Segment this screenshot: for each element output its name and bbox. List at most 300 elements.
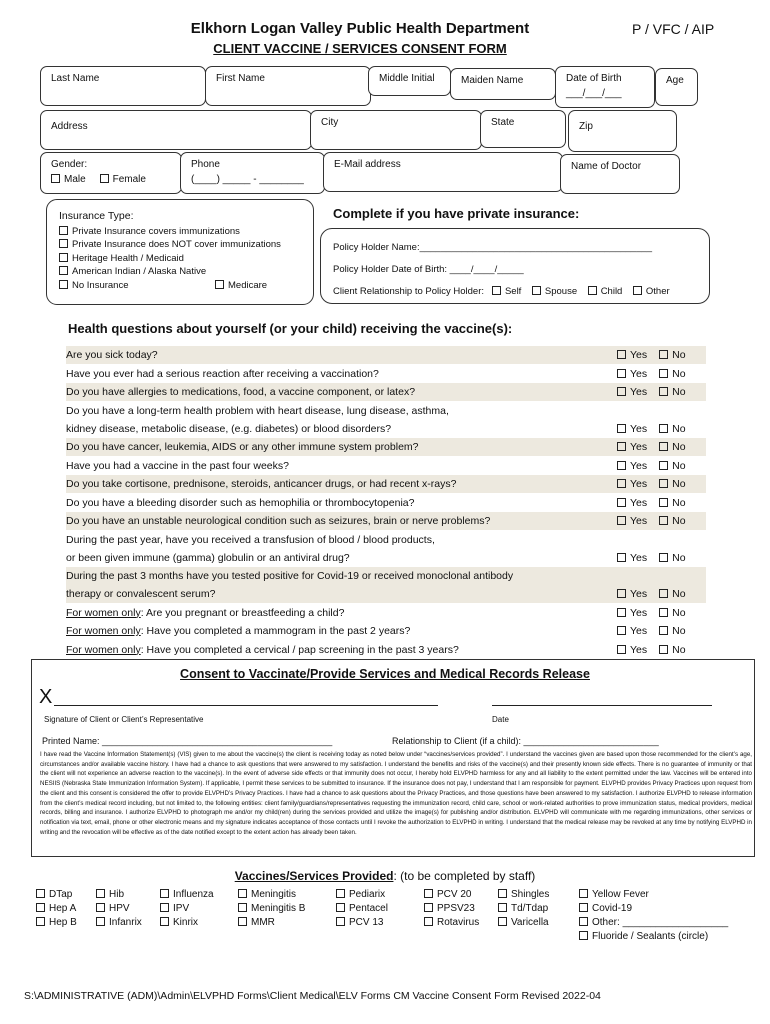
checkbox-icon[interactable] (96, 903, 105, 912)
middle-initial-field[interactable] (368, 66, 451, 96)
checkbox-icon[interactable] (659, 553, 668, 562)
vaccine-column (498, 888, 549, 930)
address-label: Address (51, 121, 88, 132)
no-option[interactable] (659, 625, 685, 637)
no-label: No (672, 459, 686, 472)
checkbox-icon[interactable] (238, 889, 247, 898)
relationship-label: Client Relationship to Policy Holder: (333, 286, 485, 297)
vaccine-option[interactable] (424, 916, 479, 930)
first-name-label: First Name (216, 73, 265, 84)
policy-holder-dob[interactable]: Policy Holder Date of Birth: ____/____/_____ (333, 264, 524, 275)
checkbox-icon[interactable] (617, 387, 626, 396)
checkbox-icon[interactable] (498, 917, 507, 926)
question-text (66, 494, 706, 512)
vaccine-option[interactable] (36, 902, 77, 916)
phone-field[interactable] (180, 152, 325, 194)
email-field[interactable] (323, 152, 563, 192)
yes-option[interactable] (617, 497, 647, 509)
question-text (66, 641, 706, 659)
vaccine-label: Td/Tdap (511, 903, 549, 914)
question-line: During the past 3 months have you tested positive for Covid-19 or received monoclonal antibody (66, 570, 514, 582)
insurance-option[interactable] (59, 265, 301, 279)
no-label: No (672, 643, 686, 656)
yes-label: Yes (630, 551, 648, 564)
yes-option[interactable] (617, 515, 647, 527)
no-label: No (672, 478, 686, 490)
phone-blank: (____) _____ - ________ (191, 174, 304, 185)
yes-option[interactable] (617, 607, 647, 619)
date-label: Date (492, 715, 509, 724)
yes-no-answer (617, 383, 686, 401)
checkbox-icon[interactable] (579, 931, 588, 940)
email-label: E-Mail address (334, 159, 401, 170)
yes-no-answer (617, 622, 686, 640)
checkbox-icon[interactable] (160, 903, 169, 912)
maiden-name-label: Maiden Name (461, 75, 524, 86)
question-text (66, 365, 706, 383)
yes-option[interactable] (617, 644, 647, 656)
no-label: No (672, 386, 686, 398)
vaccine-option[interactable] (160, 902, 214, 916)
no-option[interactable] (659, 607, 685, 619)
question-line: Do you have cancer, leukemia, AIDS or any other immune system problem? (66, 441, 419, 453)
checkbox-icon[interactable] (336, 889, 345, 898)
gender-options (51, 174, 171, 185)
question-line: During the past year, have you received a transfusion of blood / blood products, (66, 533, 435, 546)
question-text (66, 604, 706, 622)
doctor-field[interactable] (560, 154, 680, 194)
vaccine-column (36, 888, 77, 930)
yes-label: Yes (630, 478, 648, 490)
no-option[interactable] (659, 423, 685, 435)
yes-no-answer (617, 420, 686, 438)
vaccine-label: Pentacel (349, 903, 388, 914)
address-field[interactable] (40, 110, 312, 150)
checkbox-icon[interactable] (659, 608, 668, 617)
vaccine-label: Fluoride / Sealants (circle) (592, 931, 709, 942)
question-text (66, 438, 706, 456)
vaccine-option[interactable] (96, 916, 142, 930)
checkbox-icon[interactable] (498, 889, 507, 898)
no-option[interactable] (659, 588, 685, 600)
checkbox-icon[interactable] (659, 387, 668, 396)
middle-initial-label: Middle Initial (379, 73, 435, 84)
vaccine-option[interactable] (336, 902, 388, 916)
insurance-header: Insurance Type: (59, 210, 134, 222)
vaccine-label: Varicella (511, 917, 549, 928)
gender-label: Gender: (51, 159, 88, 170)
checkbox-icon[interactable] (617, 442, 626, 451)
checkbox-icon[interactable] (59, 266, 68, 275)
checkbox-icon[interactable] (579, 889, 588, 898)
yes-no-answer (617, 585, 686, 603)
checkbox-icon[interactable] (617, 516, 626, 525)
rel-child: Child (600, 286, 623, 297)
vaccine-label: Other: ___________________ (592, 917, 729, 928)
maiden-name-field[interactable] (450, 68, 556, 100)
no-label: No (672, 515, 686, 527)
checkbox-icon[interactable] (659, 626, 668, 635)
health-question-row (66, 494, 706, 512)
vaccine-option[interactable] (160, 888, 214, 902)
age-label: Age (666, 75, 684, 86)
vaccine-label: Hep B (49, 917, 77, 928)
no-label: No (672, 588, 686, 600)
yes-label: Yes (630, 422, 648, 435)
yes-no-answer (617, 604, 686, 622)
medicare-label: Medicare (228, 279, 268, 291)
vaccine-option[interactable] (579, 916, 728, 930)
health-question-row (66, 457, 706, 475)
checkbox-icon[interactable] (617, 461, 626, 470)
yes-option[interactable] (617, 460, 647, 472)
vaccine-label: MMR (251, 917, 275, 928)
health-question-row (66, 622, 706, 640)
yes-no-answer (617, 475, 686, 493)
insurance-option-label: American Indian / Alaska Native (72, 266, 207, 277)
checkbox-icon[interactable] (617, 589, 626, 598)
vaccine-option[interactable] (238, 902, 305, 916)
yes-no-answer (617, 438, 686, 456)
yes-label: Yes (630, 606, 648, 619)
yes-no-answer (617, 512, 686, 530)
checkbox-icon[interactable] (659, 442, 668, 451)
yes-option[interactable] (617, 441, 647, 453)
vaccine-option[interactable] (36, 888, 77, 902)
vaccine-label: Rotavirus (437, 917, 480, 928)
printed-name-field[interactable]: Printed Name: ______________________________________________ (42, 736, 333, 746)
yes-label: Yes (630, 459, 648, 472)
yes-option[interactable] (617, 478, 647, 490)
policy-holder-name[interactable]: Policy Holder Name:____________________________________________ (333, 242, 653, 253)
yes-label: Yes (630, 386, 648, 398)
private-insurance-box (320, 228, 710, 304)
women-only-label: For women only (66, 606, 141, 619)
checkbox-icon[interactable] (59, 253, 68, 262)
vaccine-option[interactable] (498, 888, 549, 902)
vaccine-option[interactable] (36, 916, 77, 930)
question-line: Do you have a long-term health problem with heart disease, lung disease, asthma, (66, 404, 449, 417)
insurance-option-label: Private Insurance does NOT cover immunizations (72, 239, 281, 250)
question-line: or been given immune (gamma) globulin or an antiviral drug? (66, 551, 350, 564)
checkbox-icon[interactable] (96, 889, 105, 898)
vaccine-label: Influenza (173, 889, 214, 900)
insurance-option-label: Heritage Health / Medicaid (72, 252, 184, 264)
yes-no-answer (617, 494, 686, 512)
vaccine-column (96, 888, 142, 930)
checkbox-icon[interactable] (498, 903, 507, 912)
last-name-field[interactable] (40, 66, 206, 106)
no-label: No (672, 422, 686, 435)
zip-field[interactable] (568, 110, 677, 152)
health-question-row (66, 438, 706, 456)
yes-label: Yes (630, 625, 648, 637)
yes-label: Yes (630, 367, 648, 380)
medicare-option[interactable] (215, 279, 267, 293)
no-label: No (672, 496, 686, 509)
vaccine-label: PCV 13 (349, 917, 384, 928)
vaccine-option[interactable] (336, 916, 388, 930)
checkbox-icon[interactable] (617, 645, 626, 654)
checkbox-icon[interactable] (160, 917, 169, 926)
checkbox-icon[interactable] (588, 286, 597, 295)
checkbox-icon[interactable] (579, 917, 588, 926)
male-checkbox[interactable] (51, 174, 60, 183)
no-option[interactable] (659, 478, 685, 490)
vaccine-label: DTap (49, 889, 73, 900)
checkbox-icon[interactable] (36, 903, 45, 912)
vaccine-option[interactable] (579, 902, 728, 916)
male-label: Male (64, 174, 86, 185)
question-line: Do you have allergies to medications, food, a vaccine component, or latex? (66, 386, 416, 398)
vaccine-label: Shingles (511, 889, 550, 900)
insurance-option-label: No Insurance (72, 279, 129, 291)
vaccine-option[interactable] (336, 888, 388, 902)
vaccine-label: Meningitis B (251, 903, 306, 914)
question-text (66, 622, 706, 640)
rel-other: Other (645, 286, 670, 297)
vaccine-option[interactable] (96, 902, 142, 916)
vaccine-option[interactable] (96, 888, 142, 902)
vaccine-label: Pediarix (349, 889, 386, 900)
checkbox-icon[interactable] (424, 903, 433, 912)
state-field[interactable] (480, 110, 566, 148)
question-text (66, 567, 706, 585)
state-label: State (491, 117, 515, 128)
vaccine-option[interactable] (424, 888, 479, 902)
question-line: : Are you pregnant or breastfeeding a child? (140, 606, 345, 619)
insurance-option-label: Private Insurance covers immunizations (72, 225, 240, 237)
signature-x: X (39, 686, 53, 708)
checkbox-icon[interactable] (617, 608, 626, 617)
checkbox-icon[interactable] (633, 286, 642, 295)
checkbox-icon[interactable] (424, 917, 433, 926)
checkbox-icon[interactable] (659, 424, 668, 433)
health-question-row (66, 641, 706, 659)
private-insurance-title: Complete if you have private insurance: (333, 206, 580, 221)
consent-title: Consent to Vaccinate/Provide Services and Medical Records Release (180, 667, 590, 681)
checkbox-icon[interactable] (659, 369, 668, 378)
vaccine-option[interactable] (579, 930, 728, 944)
question-text (66, 531, 706, 549)
checkbox-icon[interactable] (579, 903, 588, 912)
yes-label: Yes (630, 349, 648, 361)
health-question-row (66, 402, 706, 438)
vaccine-option[interactable] (498, 902, 549, 916)
health-question-row (66, 512, 706, 530)
no-label: No (672, 441, 686, 453)
checkbox-icon[interactable] (617, 553, 626, 562)
no-option[interactable] (659, 644, 685, 656)
question-text (66, 383, 706, 401)
city-label: City (321, 117, 339, 128)
vaccine-label: Hib (109, 889, 125, 900)
women-only-label: For women only (66, 625, 141, 637)
vaccines-title-suffix: : (to be completed by staff) (393, 869, 536, 883)
vaccine-label: Infanrix (109, 917, 142, 928)
yes-label: Yes (630, 643, 648, 656)
yes-label: Yes (630, 496, 648, 509)
age-field[interactable] (655, 68, 698, 106)
yes-label: Yes (630, 515, 648, 527)
health-question-row (66, 383, 706, 401)
program-codes: P / VFC / AIP (632, 21, 715, 37)
no-option[interactable] (659, 386, 685, 398)
vaccine-column (424, 888, 479, 930)
checkbox-icon[interactable] (492, 286, 501, 295)
yes-option[interactable] (617, 588, 647, 600)
policy-relationship-row (333, 281, 697, 303)
vaccine-option[interactable] (579, 888, 728, 902)
yes-option[interactable] (617, 625, 647, 637)
question-line: Have you had a vaccine in the past four weeks? (66, 459, 289, 472)
dob-field[interactable] (555, 66, 655, 108)
no-option[interactable] (659, 515, 685, 527)
vaccine-column (238, 888, 305, 930)
yes-label: Yes (630, 588, 648, 600)
yes-no-answer (617, 365, 686, 383)
no-option[interactable] (659, 460, 685, 472)
first-name-field[interactable] (205, 66, 371, 106)
phone-label: Phone (191, 159, 220, 170)
checkbox-icon[interactable] (617, 350, 626, 359)
dob-label: Date of Birth (566, 73, 622, 84)
vaccine-column (336, 888, 388, 930)
vaccine-column (160, 888, 214, 930)
checkbox-icon[interactable] (659, 516, 668, 525)
vaccine-option[interactable] (238, 888, 305, 902)
rel-spouse: Spouse (544, 286, 578, 297)
health-question-row (66, 475, 706, 493)
checkbox-icon[interactable] (659, 461, 668, 470)
gender-field (40, 152, 182, 194)
insurance-option[interactable] (59, 279, 301, 293)
yes-option[interactable] (617, 552, 647, 564)
checkbox-icon[interactable] (36, 889, 45, 898)
health-question-row (66, 567, 706, 603)
checkbox-icon[interactable] (659, 589, 668, 598)
rel-self: Self (504, 286, 522, 297)
question-text (66, 512, 706, 530)
no-label: No (672, 606, 686, 619)
question-line: therapy or convalescent serum? (66, 588, 216, 600)
signature-line[interactable] (54, 705, 438, 706)
vaccine-label: Covid-19 (592, 903, 633, 914)
vaccine-option[interactable] (498, 916, 549, 930)
health-question-row (66, 365, 706, 383)
checkbox-icon[interactable] (238, 917, 247, 926)
signature-label: Signature of Client or Client’s Representative (44, 715, 204, 724)
vaccines-title (0, 869, 770, 883)
vaccine-option[interactable] (238, 916, 305, 930)
vaccines-title-text: Vaccines/Services Provided (234, 869, 394, 883)
checkbox-icon[interactable] (59, 280, 68, 289)
checkbox-icon[interactable] (96, 917, 105, 926)
yes-no-answer (617, 549, 686, 567)
checkbox-icon[interactable] (424, 889, 433, 898)
date-line[interactable] (492, 705, 712, 706)
agency-title: Elkhorn Logan Valley Public Health Department (190, 20, 530, 37)
checkbox-icon[interactable] (659, 350, 668, 359)
no-option[interactable] (659, 368, 685, 380)
last-name-label: Last Name (51, 73, 100, 84)
zip-label: Zip (579, 121, 593, 132)
women-only-label: For women only (66, 643, 141, 656)
checkbox-icon[interactable] (238, 903, 247, 912)
yes-label: Yes (630, 441, 648, 453)
vaccine-option[interactable] (424, 902, 479, 916)
checkbox-icon[interactable] (617, 424, 626, 433)
yes-option[interactable] (617, 423, 647, 435)
checkbox-icon[interactable] (215, 280, 224, 289)
no-option[interactable] (659, 497, 685, 509)
yes-no-answer (617, 641, 686, 659)
checkbox-icon[interactable] (36, 917, 45, 926)
vaccine-label: HPV (109, 903, 130, 914)
vaccine-label: Kinrix (173, 917, 199, 928)
vaccine-label: PPSV23 (437, 903, 475, 914)
vaccine-label: Meningitis (251, 889, 297, 900)
checkbox-icon[interactable] (532, 286, 541, 295)
insurance-box (46, 199, 314, 305)
checkbox-icon[interactable] (617, 369, 626, 378)
female-label: Female (112, 174, 146, 185)
health-questions-title: Health questions about yourself (or your child) receiving the vaccine(s): (68, 321, 513, 336)
no-option[interactable] (659, 441, 685, 453)
yes-option[interactable] (617, 368, 647, 380)
question-text (66, 346, 706, 364)
checkbox-icon[interactable] (617, 479, 626, 488)
yes-no-answer (617, 346, 686, 364)
vaccine-column (579, 888, 728, 944)
health-question-row (66, 604, 706, 622)
checkbox-icon[interactable] (336, 917, 345, 926)
city-field[interactable] (310, 110, 482, 150)
checkbox-icon[interactable] (59, 239, 68, 248)
yes-option[interactable] (617, 349, 647, 361)
female-checkbox[interactable] (100, 174, 109, 183)
no-label: No (672, 551, 686, 564)
yes-option[interactable] (617, 386, 647, 398)
checkbox-icon[interactable] (336, 903, 345, 912)
question-line: Do you have an unstable neurological condition such as seizures, brain or nerve problems? (66, 515, 491, 527)
checkbox-icon[interactable] (160, 889, 169, 898)
checkbox-icon[interactable] (659, 498, 668, 507)
no-option[interactable] (659, 552, 685, 564)
no-label: No (672, 349, 686, 361)
insurance-option[interactable] (59, 225, 301, 239)
insurance-option[interactable] (59, 252, 301, 266)
question-line: kidney disease, metabolic disease, (e.g. diabetes) or blood disorders? (66, 422, 392, 435)
vaccine-option[interactable] (160, 916, 214, 930)
relationship-field[interactable]: Relationship to Client (if a child): ___________________________ (392, 736, 659, 746)
checkbox-icon[interactable] (659, 645, 668, 654)
checkbox-icon[interactable] (617, 626, 626, 635)
checkbox-icon[interactable] (59, 226, 68, 235)
vaccine-label: PCV 20 (437, 889, 472, 900)
question-line: Do you have a bleeding disorder such as hemophilia or thrombocytopenia? (66, 496, 415, 509)
question-text (66, 402, 706, 420)
checkbox-icon[interactable] (659, 479, 668, 488)
vaccine-label: Hep A (49, 903, 77, 914)
insurance-option[interactable] (59, 238, 301, 252)
form-subtitle: CLIENT VACCINE / SERVICES CONSENT FORM (213, 41, 507, 56)
dob-blank: ___/___/___ (566, 88, 622, 99)
no-option[interactable] (659, 349, 685, 361)
health-question-row (66, 346, 706, 364)
checkbox-icon[interactable] (617, 498, 626, 507)
health-question-row (66, 531, 706, 567)
